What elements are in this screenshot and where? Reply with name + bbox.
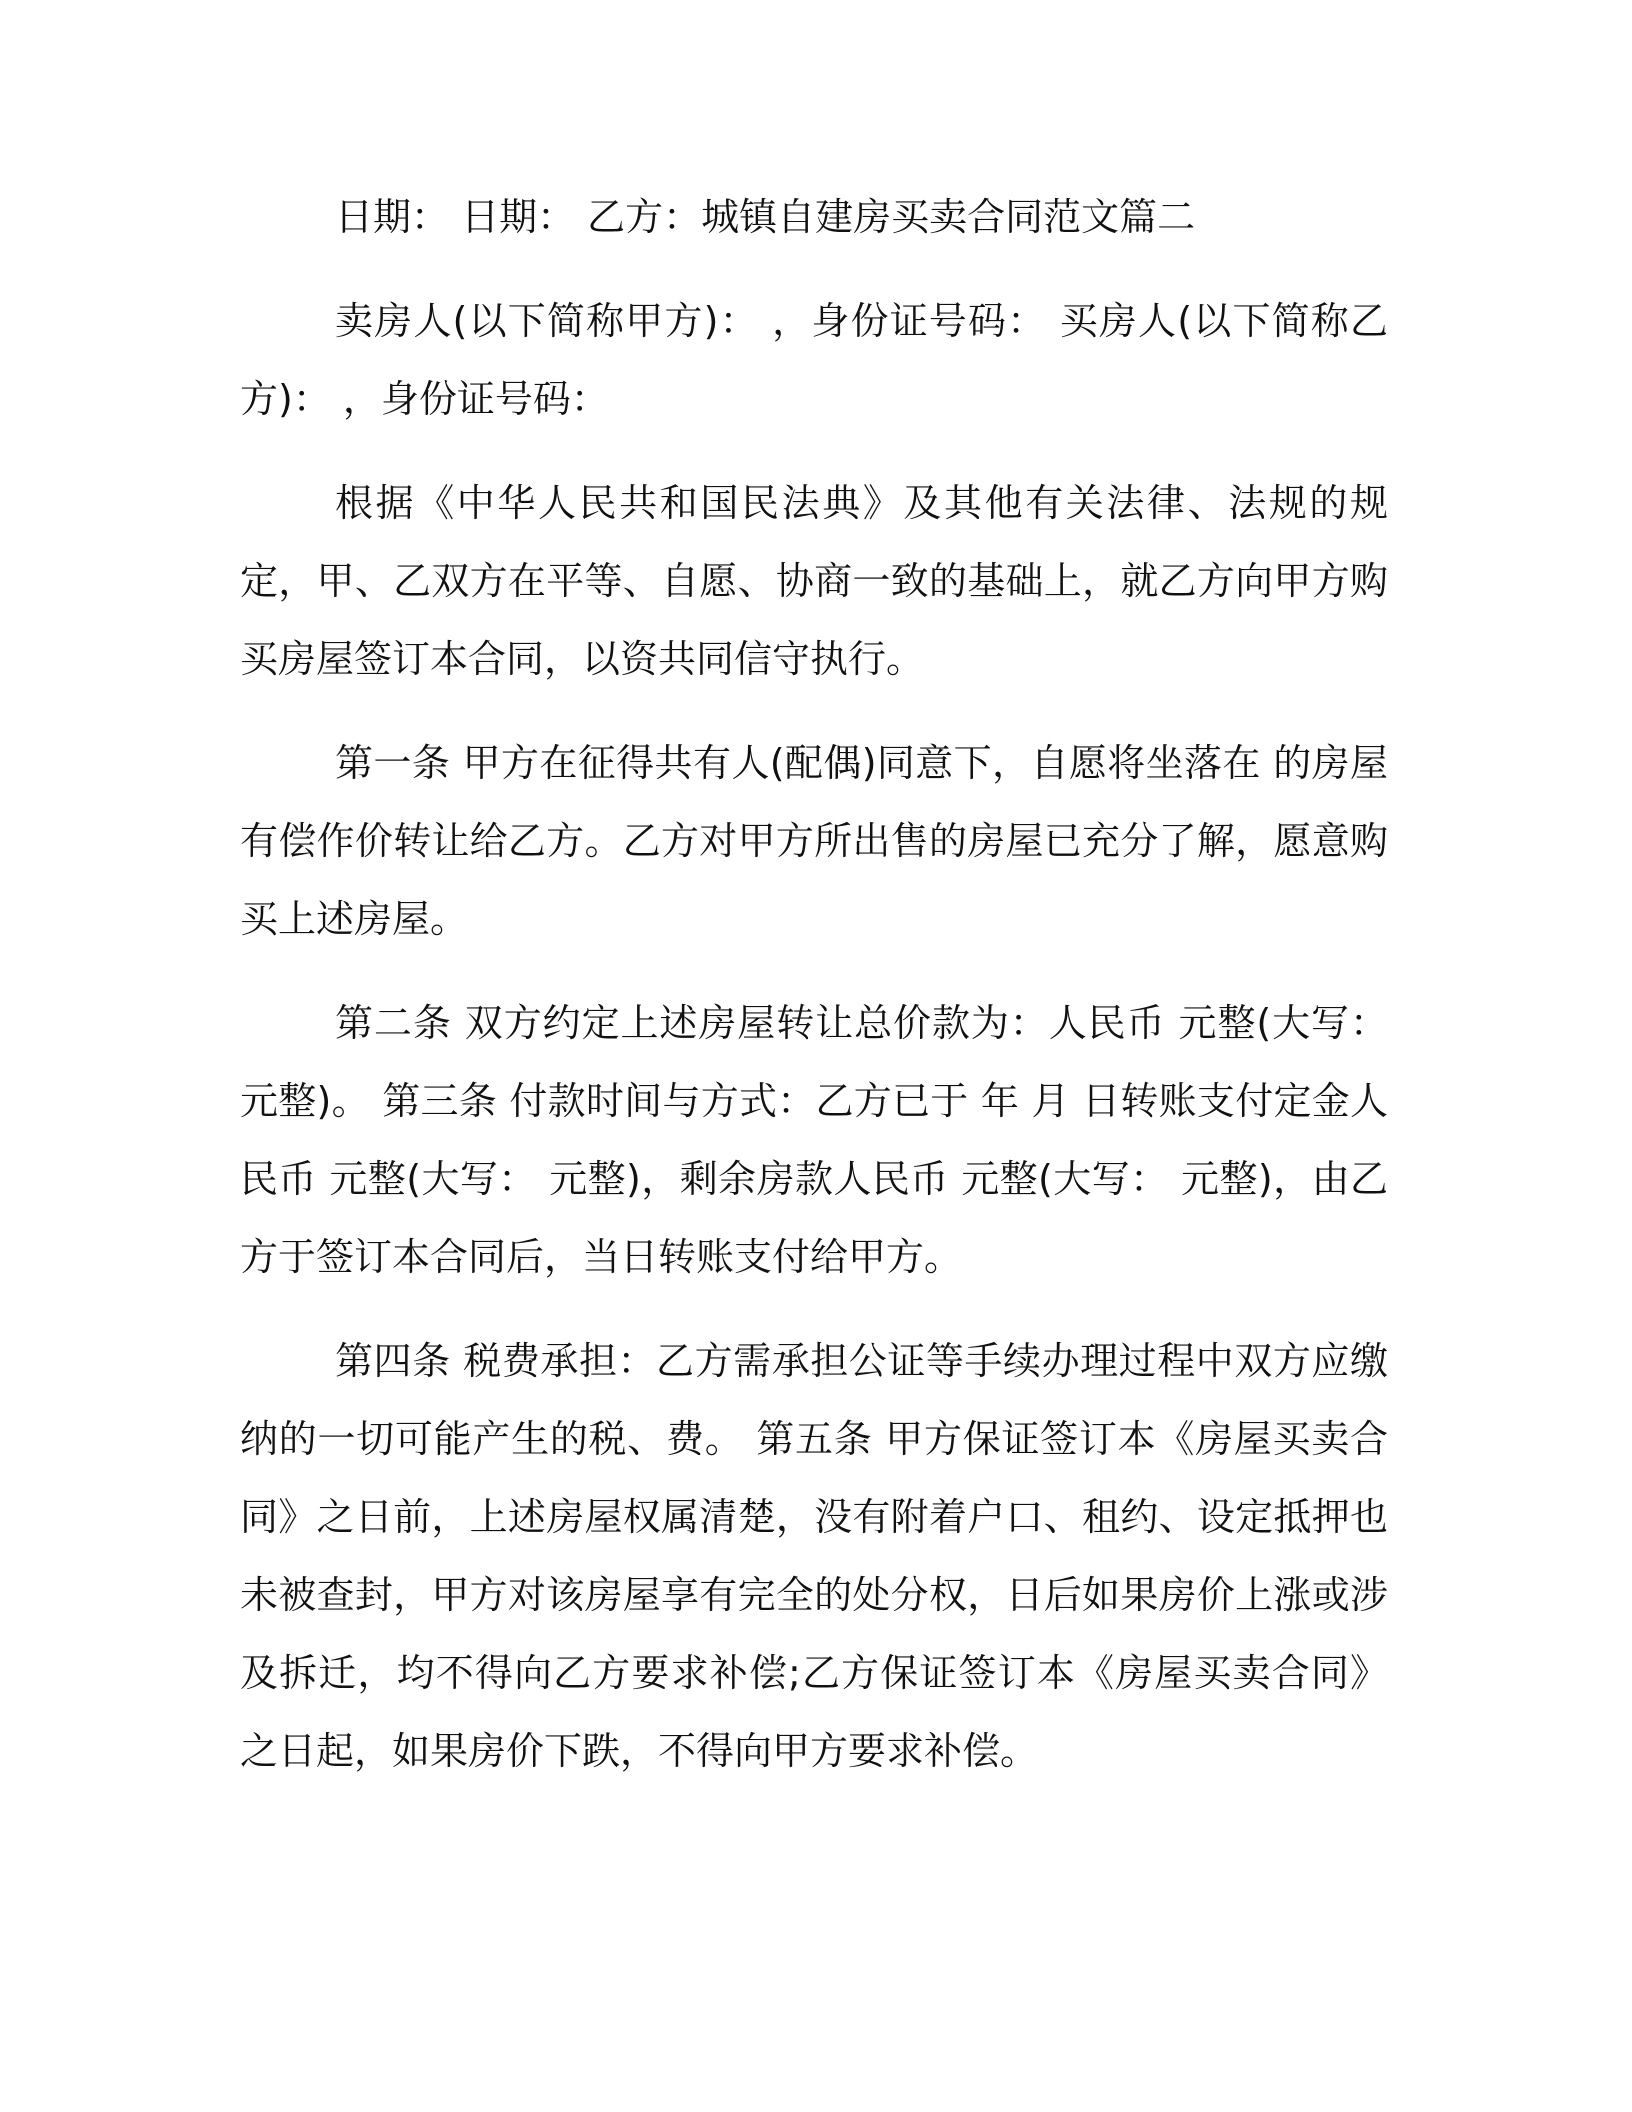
paragraph-article-4-5: 第四条 税费承担：乙方需承担公证等手续办理过程中双方应缴纳的一切可能产生的税、费。 第五条 甲方保证签订本《房屋买卖合同》之日前，上述房屋权属清楚，没有附着户口、租约、设定抵押也未被查封，甲方对该房屋享有完全的处分权，日后如果房价上涨或涉及拆迁，均不得向乙方要求补偿;乙方保证签订本《房屋买卖合同》之日起，如果房价下跌，不得向甲方要求补偿。: [240, 1339, 1388, 1773]
paragraph-article-1: 第一条 甲方在征得共有人(配偶)同意下，自愿将坐落在 的房屋有偿作价转让给乙方。乙方对甲方所出售的房屋已充分了解，愿意购买上述房屋。: [240, 741, 1388, 941]
paragraph-parties: 卖房人(以下简称甲方)： ，身份证号码： 买房人(以下简称乙方)： ，身份证号码：: [240, 299, 1388, 421]
paragraph-title-line: 日期： 日期： 乙方：城镇自建房买卖合同范文篇二: [335, 195, 1196, 239]
document-body: [240, 178, 1388, 1816]
paragraph-article-2-3: 第二条 双方约定上述房屋转让总价款为：人民币 元整(大写： 元整)。 第三条 付款时间与方式：乙方已于 年 月 日转账支付定金人民币 元整(大写： 元整)，剩余房款人民币 元整(大写： 元整)，由乙方于签订本合同后，当日转账支付给甲方。: [240, 1001, 1388, 1279]
paragraph-preamble: 根据《中华人民共和国民法典》及其他有关法律、法规的规定，甲、乙双方在平等、自愿、协商一致的基础上，就乙方向甲方购买房屋签订本合同，以资共同信守执行。: [240, 481, 1388, 681]
